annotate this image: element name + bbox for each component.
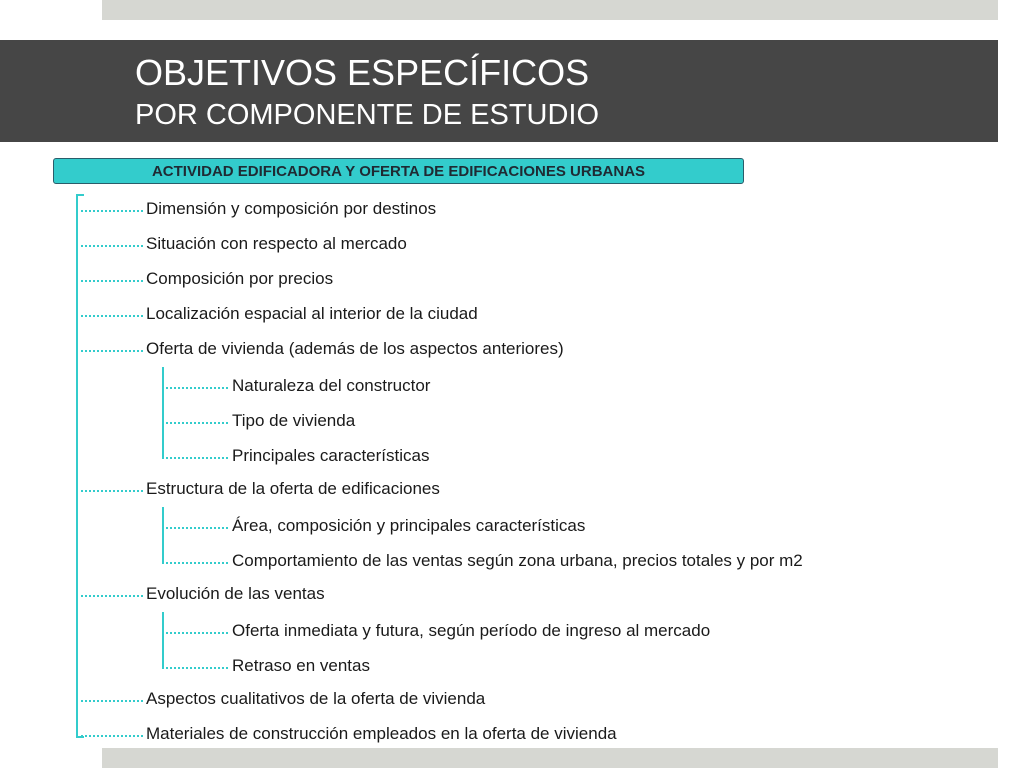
branch-label: Dimensión y composición por destinos	[146, 199, 437, 218]
branch-connector	[76, 245, 143, 247]
sub-branch-label: Naturaleza del constructor	[232, 376, 431, 395]
sub-branch-line	[162, 612, 164, 668]
branch-connector	[76, 315, 143, 317]
main-line-bottom-tick	[76, 736, 84, 738]
sub-branch-connector	[162, 422, 228, 424]
branch-label: Localización espacial al interior de la ciudad	[146, 304, 478, 323]
page-subtitle: POR COMPONENTE DE ESTUDIO	[135, 99, 600, 131]
sub-branch-label: Retraso en ventas	[232, 656, 370, 675]
main-branch-line	[76, 194, 78, 736]
branch-connector	[76, 280, 143, 282]
branch-connector	[76, 700, 143, 702]
branch-connector	[76, 735, 143, 737]
sub-branch-connector	[162, 527, 228, 529]
page-title: OBJETIVOS ESPECÍFICOS	[135, 52, 590, 93]
sub-branch-label: Tipo de vivienda	[232, 411, 356, 430]
branch-label: Estructura de la oferta de edificaciones	[146, 479, 440, 498]
branch-label: Situación con respecto al mercado	[146, 234, 407, 253]
sub-branch-label: Principales características	[232, 446, 430, 465]
bottom-decor-bar	[102, 748, 998, 768]
branch-connector	[76, 210, 143, 212]
sub-branch-line	[162, 507, 164, 563]
sub-branch-connector	[162, 562, 228, 564]
sub-branch-connector	[162, 457, 228, 459]
branch-label: Evolución de las ventas	[146, 584, 325, 603]
diagram-root-node: ACTIVIDAD EDIFICADORA Y OFERTA DE EDIFICACIONES URBANAS	[53, 158, 744, 184]
branch-label: Oferta de vivienda (además de los aspectos anteriores)	[146, 339, 564, 358]
sub-branch-label: Oferta inmediata y futura, según período de ingreso al mercado	[232, 621, 711, 640]
sub-branch-line	[162, 367, 164, 458]
sub-branch-connector	[162, 632, 228, 634]
sub-branch-connector	[162, 387, 228, 389]
branch-label: Materiales de construcción empleados en la oferta de vivienda	[146, 724, 617, 743]
sub-branch-connector	[162, 667, 228, 669]
sub-branch-label: Comportamiento de las ventas según zona urbana, precios totales y por m2	[232, 551, 803, 570]
branch-connector	[76, 350, 143, 352]
branch-label: Composición por precios	[146, 269, 334, 288]
branch-connector	[76, 490, 143, 492]
sub-branch-label: Área, composición y principales características	[232, 516, 586, 535]
branch-label: Aspectos cualitativos de la oferta de vivienda	[146, 689, 486, 708]
branch-connector	[76, 595, 143, 597]
